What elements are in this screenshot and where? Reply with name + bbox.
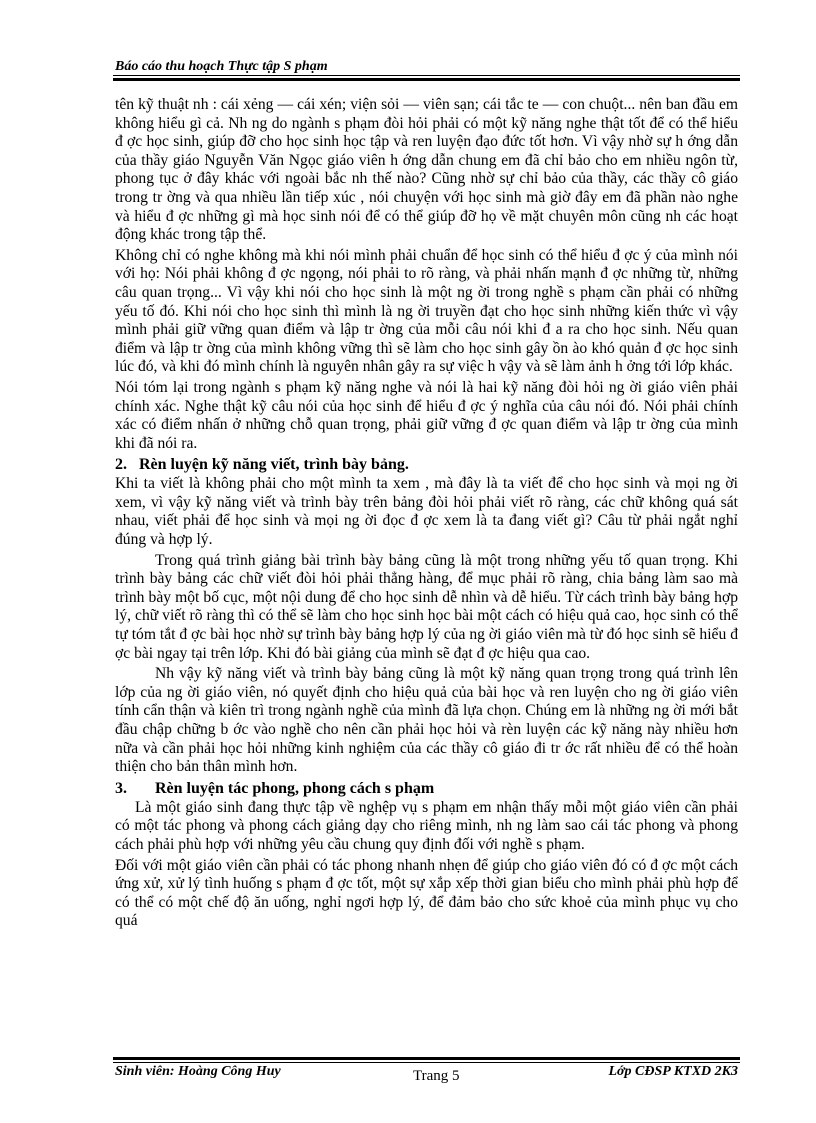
footer-class-name: Lớp CĐSP KTXD 2K3 — [608, 1064, 738, 1079]
section-title: Rèn luyện tác phong, phong cách s phạm — [155, 779, 435, 797]
document-header-title: Báo cáo thu hoạch Thực tập S phạm — [115, 59, 328, 74]
header-rule-thick — [113, 78, 740, 81]
paragraph: Trong quá trình giảng bài trình bày bảng cũng là một trong những yếu tố quan trọng. Khi trình bày bảng các chữ viết đòi hỏi phải thẳng hàng, để mục phải rõ ràng, chia bảng làm sao mà trình bày một bố cục, một nội dung để cho học sinh dễ nhìn và dễ hiểu. Từ cách trình bày bảng hợp lý, chữ viết rõ ràng thì có thể sẽ làm cho học sinh học bài một cách có hiệu quả cao, học sinh có thể tự tóm tắt đ ợc bài học nhờ sự trình bày bảng hợp lý của ng ời giáo viên mà từ đó học sinh sẽ hiểu đ ợc bài ngay tại trên lớp. Khi đó bài giảng của mình sẽ đạt đ ợc hiệu qua cao. — [115, 551, 738, 662]
footer-rule-thick — [113, 1057, 740, 1060]
paragraph: Khi ta viết là không phải cho một mình ta xem , mà đây là ta viết để cho học sinh và mọi ng ời xem, vì vậy kỹ năng viết và trình bày trên bảng đòi hỏi phải viết rõ ràng, các chữ không quá sát nhau, viết phải để học sinh và mọi ng ời đọc đ ợc xem là ta đang viết gì? Câu từ phải ngắt nghỉ đúng và hợp lý. — [115, 475, 738, 549]
section-number: 3. — [115, 779, 127, 797]
paragraph: tên kỹ thuật nh : cái xẻng — cái xén; viện sỏi — viên sạn; cái tắc te — con chuột... nên ban đầu em không hiểu gì cả. Nh ng do ngành s phạm đòi hỏi phải có một kỹ năng nghe thật tốt để có thể hiểu đ ợc học sinh, giúp đỡ cho học sinh học tập và ren luyện đạo đức tốt hơn. Vì vậy nhờ sự h ớng dẫn của thầy giáo Nguyễn Văn Ngọc giáo viên h ớng dẫn chung em đã chỉ bảo cho em nhiều ngôn từ, phong tục ở đây khác với ngoài bắc nh thế nào? Cũng nhờ sự chỉ bảo của thầy, các thầy cô giáo trong tr ờng và qua nhiều lần tiếp xúc , nói chuyện với học sinh mà giờ đây em đã phần nào nghe và hiểu đ ợc những gì mà học sinh nói để có thể giúp đỡ họ về mặt chuyên môn cũng nh các hoạt động khác trong tập thể. — [115, 96, 738, 244]
header-rule-thin — [113, 75, 740, 76]
paragraph: Nh vậy kỹ năng viết và trình bày bảng cũng là một kỹ năng quan trọng trong quá trình lên lớp của ng ời giáo viên, nó quyết định cho hiệu quả của bài học và ren luyện cho ng ời giáo viên tính cẩn thận và kiên trì trong ngành nghề của mình đã lựa chọn. Chúng em là những ng ời mới bắt đầu chập chững b ớc vào nghề cho nên cần phải học hỏi và rèn luyện các kỹ năng này nhiều hơn nữa và cần phải học hỏi những kinh nghiệm của các thầy cô giáo đi tr ớc rất nhiều để có thể hoàn thiện cho bản thân mình hơn. — [115, 665, 738, 776]
footer-student-name: Sinh viên: Hoàng Công Huy — [115, 1064, 281, 1079]
document-body — [115, 96, 738, 933]
paragraph: Đối với một giáo viên cần phải có tác phong nhanh nhẹn để giúp cho giáo viên đó có đ ợc một cách ứng xử, xử lý tình huống s phạm đ ợc tốt, một sự xắp xếp thời gian biểu cho mình phải phù hợp để có thể có một chế độ ăn uống, nghỉ ngơi hợp lý, để đảm bảo cho sức khoẻ của mình phục vụ cho quá — [115, 856, 738, 930]
paragraph: Nói tóm lại trong ngành s phạm kỹ năng nghe và nói là hai kỹ năng đòi hỏi ng ời giáo viên phải chính xác. Nghe thật kỹ câu nói của học sinh để hiểu đ ợc ý nghĩa của câu nói đó. Nói phải chính xác có điểm nhấn ở những chỗ quan trọng, phải giữ vững đ ợc quan điểm và lập tr ờng của mình khi đã nói ra. — [115, 378, 738, 452]
section-number: 2. — [115, 456, 127, 474]
section-heading-3 — [115, 779, 738, 798]
footer-rule-thin — [113, 1062, 740, 1063]
paragraph: Không chỉ có nghe không mà khi nói mình phải chuẩn để học sinh có thể hiểu đ ợc ý của mình nói với họ: Nói phải không đ ợc ngọng, nói phải to rõ ràng, và phải nhấn mạnh đ ợc những từ, những câu quan trọng... Vì vậy khi nói cho học sinh là một ng ời trong nghề s phạm cần phải có những yếu tố đó. Khi nói cho học sinh thì mình là ng ời truyền đạt cho học sinh những kiến thức vì vậy mình phải giữ vững quan điểm và lập tr ờng của mỗi câu nói khi đ a ra cho học sinh. Nếu quan điểm và lập tr ờng của mình không vững thì sẽ làm cho học sinh gây ồn ào khó quản đ ợc học sinh lúc đó, và khi đó mình chính là nguyên nhân gây ra sự việc h vậy và sẽ làm ảnh h ởng tới lớp khác. — [115, 246, 738, 376]
paragraph: Là một giáo sinh đang thực tập về nghệp vụ s phạm em nhận thấy mỗi một giáo viên cần phải có một tác phong và phong cách giảng dạy cho riêng mình, nh ng làm sao cái tác phong và phong cách phải phù hợp với những yêu cầu chung quy định đối với nghề s phạm. — [115, 798, 738, 853]
page-number: Trang 5 — [413, 1068, 460, 1084]
section-title: Rèn luyện kỹ năng viết, trình bày bảng. — [139, 456, 409, 474]
section-heading-2 — [115, 455, 738, 474]
